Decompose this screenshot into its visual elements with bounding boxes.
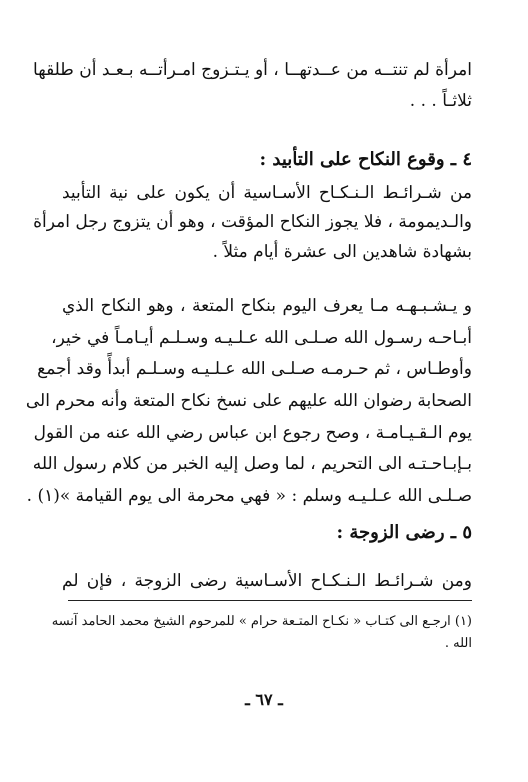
text-line: يوم الـقـيـامـة ، وصح رجوع ابن عباس رضي الله عنه من القول: [33, 423, 472, 443]
footnote-line: (١) ارجـع الى كتـاب « نكـاح المتـعة حرام » للمرحوم الشيخ محمد الحامد آنسه: [51, 614, 472, 629]
text-line: بـإبـاحـتـه الى التحريم ، لما وصل إليه الخبر من كلام رسول الله: [32, 454, 472, 474]
text-line: ومن شـرائـط الـنـكـاح الأسـاسية رضى الزوجة ، فإن لم: [62, 571, 472, 591]
footnote-separator: [68, 600, 472, 601]
text-line: الصحابة رضوان الله عليهم على نسخ نكاح المتعة وأنه محرم الى: [25, 391, 472, 411]
text-line: ثلاثـاً . . .: [409, 91, 472, 111]
text-line: أبـاحـه رسـول الله صـلـى الله عـلـيـه وسـلـم أيـامـاً في خير،: [51, 328, 472, 348]
text-line: و يـشـبـهـه مـا يعرف اليوم بنكاح المتعة ، وهو النكاح الذي: [62, 296, 472, 316]
text-line: وأوطـاس ، ثم حـرمـه صـلـى الله عـلـيـه وسـلـم أبدأً وقد أجمع: [37, 359, 472, 379]
text-line: امرأة لم تنتــه من عــدتهــا ، أو يـتـزوج امـرأتــه بـعـد أن طلقها: [33, 60, 472, 80]
text-line: والـديمومة ، فلا يجوز النكاح المؤقت ، وهو أن يتزوج رجل امرأة: [33, 212, 472, 232]
text-line: صـلـى الله عـلـيـه وسلم : « فهي محرمة الى يوم القيامة »(١) .: [26, 486, 472, 506]
section-heading: ٤ ـ وقوع النكاح على التأبيد :: [259, 149, 472, 170]
text-line: من شـرائـط الـنـكـاح الأسـاسية أن يكون على نية التأبيد: [62, 183, 472, 203]
text-line: بشهادة شاهدين الى عشرة أيام مثلاً .: [212, 242, 472, 262]
footnote-line: الله .: [444, 636, 472, 651]
page-number: ـ ٦٧ ـ: [245, 690, 283, 709]
section-heading: ٥ ـ رضى الزوجة :: [336, 522, 472, 543]
